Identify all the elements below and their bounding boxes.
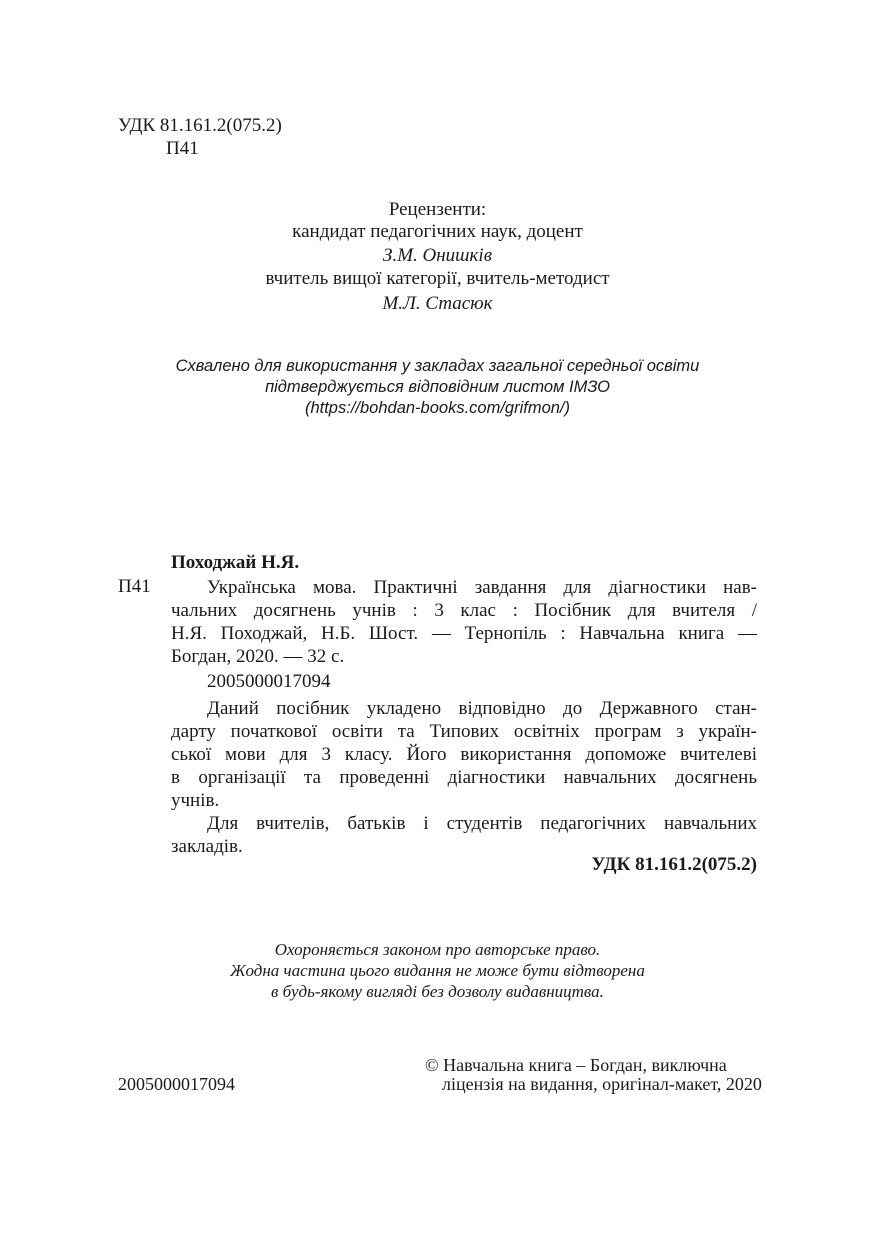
catalog-abstract <box>171 697 757 812</box>
footer-copyright-line-2: ліцензія на видання, оригінал-макет, 2020 <box>442 1074 762 1094</box>
approval-line-2: підтверджується відповідним листом ІМЗО <box>265 378 610 396</box>
footer-code: 2005000017094 <box>118 1074 235 1094</box>
bbk-index: П41 <box>166 138 199 159</box>
reviewers-heading: Рецензенти: <box>388 199 487 220</box>
footer-copyright-line-1: © Навчальна книга – Богдан, виключна <box>425 1055 727 1075</box>
reviewer-1-name: З.М. Онишків <box>383 245 492 266</box>
reviewer-2-title: вчитель вищої категорії, вчитель-методист <box>265 268 610 289</box>
abstract-line: дарту початкової освіти та Типових освітніх програм з україн- <box>171 721 757 742</box>
copyright-notice-line-2: Жодна частина цього видання не може бути відтворена <box>230 961 645 980</box>
catalog-description <box>171 576 757 668</box>
abstract-line: учнів. <box>171 790 220 811</box>
audience-line: закладів. <box>171 836 243 857</box>
desc-line: чальних досягнень учнів : 3 клас : Посібник для вчителя / <box>171 600 757 621</box>
reviewer-1-title: кандидат педагогічних наук, доцент <box>292 221 583 242</box>
abstract-line: Даний посібник укладено відповідно до Державного стан- <box>207 698 757 719</box>
copyright-notice-line-1: Охороняється законом про авторське право. <box>274 940 601 959</box>
abstract-line: в організації та проведенні діагностики навчальних досягнень <box>171 767 757 788</box>
catalog-index: П41 <box>118 576 151 597</box>
approval-line-1: Схвалено для використання у закладах загальної середньої освіти <box>175 357 700 375</box>
catalog-udk: УДК 81.161.2(075.2) <box>591 854 757 875</box>
catalog-audience <box>171 812 757 858</box>
catalog-author: Походжай Н.Я. <box>171 552 300 573</box>
desc-line: Н.Я. Походжай, Н.Б. Шост. — Тернопіль : Навчальна книга — <box>171 623 757 644</box>
approval-line-3: (https://bohdan-books.com/grifmon/) <box>304 399 571 417</box>
audience-line: Для вчителів, батьків і студентів педагогічних навчальних <box>207 813 757 834</box>
udk-top: УДК 81.161.2(075.2) <box>118 115 282 136</box>
copyright-notice-line-3: в будь-якому вигляді без дозволу видавництва. <box>271 982 604 1001</box>
desc-line: Богдан, 2020. — 32 с. <box>171 646 345 667</box>
catalog-code: 2005000017094 <box>207 671 331 692</box>
reviewer-2-name: М.Л. Стасюк <box>382 293 493 314</box>
desc-line: Українська мова. Практичні завдання для діагностики нав- <box>207 577 757 598</box>
abstract-line: ської мови для 3 класу. Його використання допоможе вчителеві <box>171 744 757 765</box>
